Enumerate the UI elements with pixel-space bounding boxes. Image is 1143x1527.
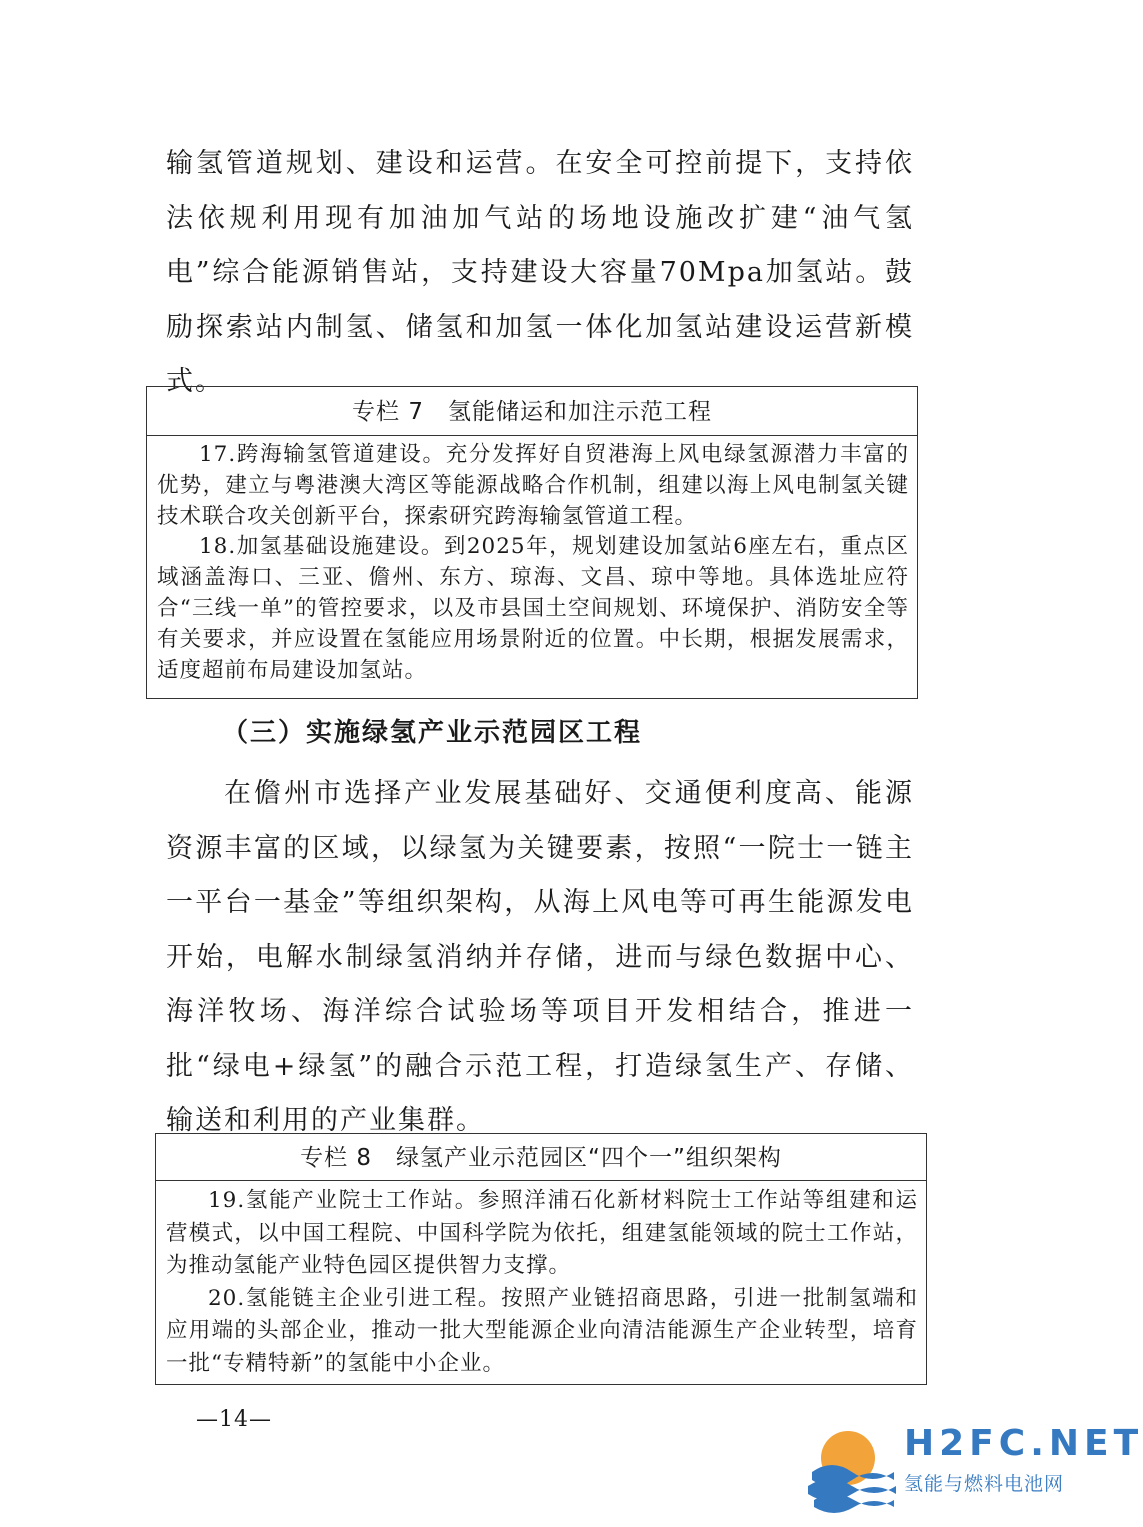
- column-box-body: [156, 1181, 926, 1380]
- column-box-8: [155, 1133, 927, 1385]
- column-item-18: 18.加氢基础设施建设。到2025年，规划建设加氢站6座左右，重点区域涵盖海口、三亚、儋州、东方、琼海、文昌、琼中等地。具体选址应符合“三线一单”的管控要求，以及市县国土空间规划、环境保护、消防安全等有关要求，并应设置在氢能应用场景附近的位置。中长期，根据发展需求，适度超前布局建设加氢站。: [157, 534, 909, 683]
- watermark-subtitle: 氢能与燃料电池网: [904, 1473, 1065, 1495]
- column-box-title: 专栏 7 氢能储运和加注示范工程: [147, 387, 917, 436]
- section-heading: （三）实施绿氢产业示范园区工程: [222, 718, 643, 748]
- column-box-body: [147, 436, 917, 686]
- column-box-title: 专栏 8 绿氢产业示范园区“四个一”组织架构: [156, 1134, 926, 1181]
- column-item-20: 20.氢能链主企业引进工程。按照产业链招商思路，引进一批制氢端和应用端的头部企业，推动一批大型能源企业向清洁能源生产企业转型，培育一批“专精特新”的氢能中小企业。: [166, 1285, 918, 1376]
- column-item-19: 19.氢能产业院士工作站。参照洋浦石化新材料院士工作站等组建和运营模式，以中国工程院、中国科学院为依托，组建氢能领域的院士工作站，为推动氢能产业特色园区提供智力支撑。: [166, 1188, 918, 1278]
- watermark-brand: H2FC.NET: [904, 1423, 1143, 1464]
- column-item-17: 17.跨海输氢管道建设。充分发挥好自贸港海上风电绿氢源潜力丰富的优势，建立与粤港澳大湾区等能源战略合作机制，组建以海上风电制氢关键技术联合攻关创新平台，探索研究跨海输氢管道工程。: [157, 442, 909, 529]
- body-paragraph-2: 在儋州市选择产业发展基础好、交通便利度高、能源资源丰富的区域，以绿氢为关键要素，按照“一院士一链主一平台一基金”等组织架构，从海上风电等可再生能源发电开始，电解水制绿氢消纳并存储，进而与绿色数据中心、海洋牧场、海洋综合试验场等项目开发相结合，推进一批“绿电+绿氢”的融合示范工程，打造绿氢生产、存储、输送和利用的产业集群。: [166, 778, 914, 1136]
- column-box-7: [146, 386, 918, 699]
- watermark-logo: [808, 1418, 1143, 1522]
- watermark-text: [904, 1418, 1143, 1498]
- sun-over-waves-icon: [808, 1420, 900, 1520]
- page-number: —14—: [196, 1407, 272, 1432]
- body-paragraph-1: 输氢管道规划、建设和运营。在安全可控前提下，支持依法依规利用现有加油加气站的场地设施改扩建“油气氢电”综合能源销售站，支持建设大容量70Mpa加氢站。鼓励探索站内制氢、储氢和加氢一体化加氢站建设运营新模式。: [166, 148, 914, 397]
